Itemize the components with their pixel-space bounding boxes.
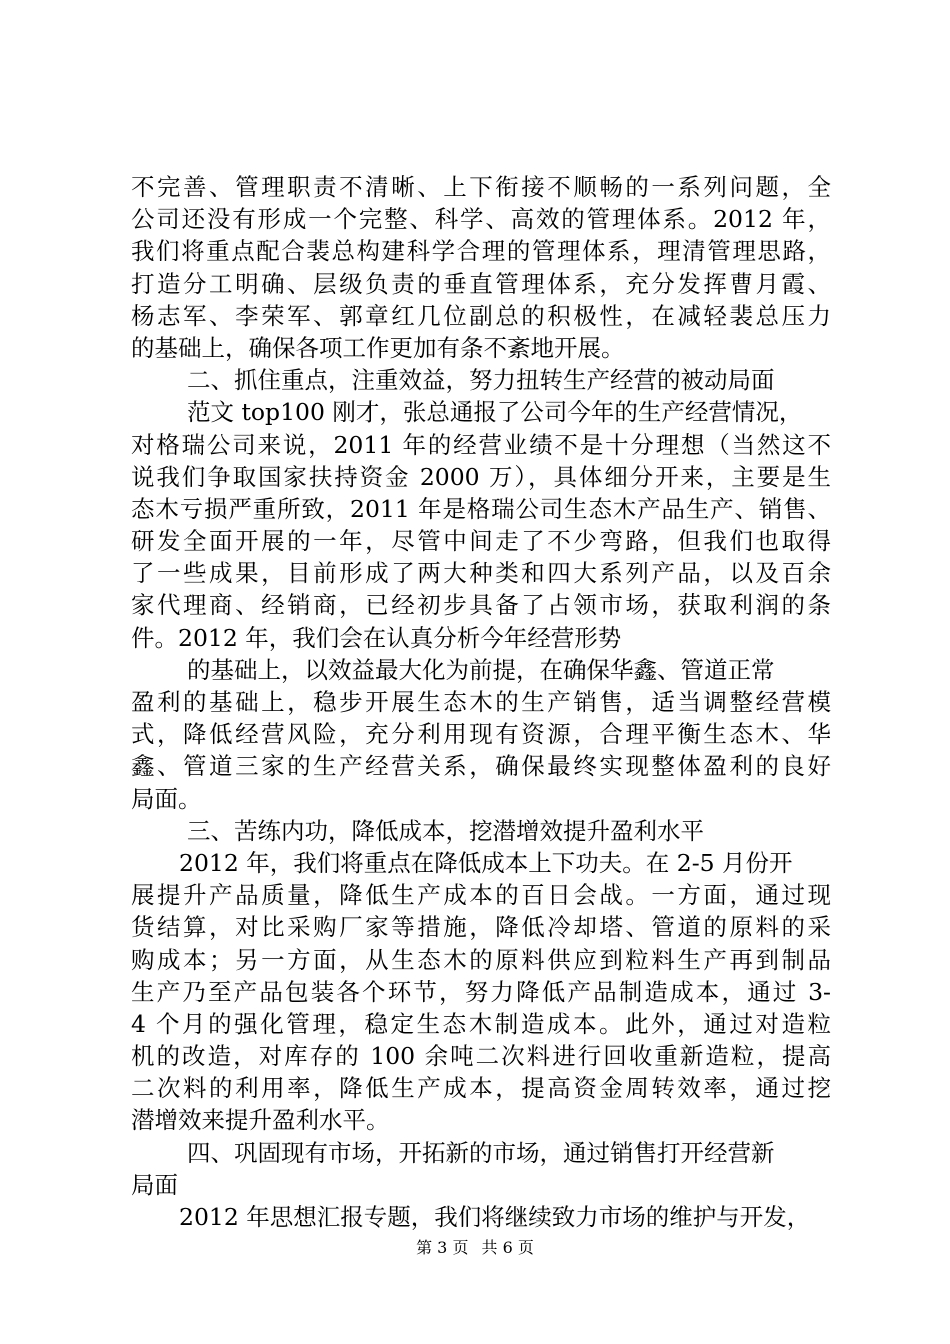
text-line: 购成本；另一方面，从生态木的原料供应到粒料生产再到制品 xyxy=(131,945,831,974)
text-line: 范文 top100 刚才，张总通报了公司今年的生产经营情况， xyxy=(187,398,803,427)
text-line: 了一些成果，目前形成了两大种类和四大系列产品，以及百余 xyxy=(131,559,831,588)
text-line: 公司还没有形成一个完整、科学、高效的管理体系。2012 年， xyxy=(131,205,831,234)
text-line: 态木亏损严重所致，2011 年是格瑞公司生态木产品生产、销售、 xyxy=(131,494,831,523)
page-number: 第 3 页 xyxy=(416,1238,469,1257)
text-line: 4 个月的强化管理，稳定生态木制造成本。此外，通过对造粒 xyxy=(131,1009,831,1038)
text-line: 研发全面开展的一年，尽管中间走了不少弯路，但我们也取得 xyxy=(131,527,831,556)
text-line: 对格瑞公司来说，2011 年的经营业绩不是十分理想（当然这不 xyxy=(131,430,831,459)
text-line: 我们将重点配合裴总构建科学合理的管理体系，理清管理思路， xyxy=(131,237,831,266)
page-total: 共 6 页 xyxy=(481,1238,534,1257)
text-line: 家代理商、经销商，已经初步具备了占领市场，获取利润的条 xyxy=(131,591,831,620)
text-line: 潜增效来提升盈利水平。 xyxy=(131,1106,390,1135)
text-line: 货结算，对比采购厂家等措施，降低冷却塔、管道的原料的采 xyxy=(131,913,831,942)
text-line: 的基础上，以效益最大化为前提，在确保华鑫、管道正常 xyxy=(187,655,775,684)
text-line: 机的改造，对库存的 100 余吨二次料进行回收重新造粒，提高 xyxy=(131,1042,831,1071)
text-line: 2012 年思想汇报专题，我们将继续致力市场的维护与开发， xyxy=(179,1203,811,1231)
text-line: 生产乃至产品包装各个环节，努力降低产品制造成本，通过 3- xyxy=(131,977,831,1006)
text-line: 鑫、管道三家的生产经营关系，确保最终实现整体盈利的良好 xyxy=(131,752,831,781)
section-heading-2: 二、抓住重点，注重效益，努力扭转生产经营的被动局面 xyxy=(187,366,775,395)
text-line: 局面。 xyxy=(131,784,202,813)
text-line: 2012 年，我们将重点在降低成本上下功夫。在 2-5 月份开 xyxy=(179,848,793,877)
text-line: 件。2012 年，我们会在认真分析今年经营形势 xyxy=(131,623,622,652)
text-line: 式，降低经营风险，充分利用现有资源，合理平衡生态木、华 xyxy=(131,720,831,749)
text-line: 展提升产品质量，降低生产成本的百日会战。一方面，通过现 xyxy=(131,881,831,910)
text-line: 打造分工明确、层级负责的垂直管理体系，充分发挥曹月霞、 xyxy=(131,269,831,298)
text-line: 二次料的利用率，降低生产成本，提高资金周转效率，通过挖 xyxy=(131,1074,831,1103)
body-text xyxy=(131,171,831,1233)
text-line: 的基础上，确保各项工作更加有条不紊地开展。 xyxy=(131,333,625,362)
text-line: 不完善、管理职责不清晰、上下衔接不顺畅的一系列问题，全 xyxy=(131,173,831,201)
text-line: 说我们争取国家扶持资金 2000 万），具体细分开来，主要是生 xyxy=(131,462,831,491)
section-heading-3: 三、苦练内功，降低成本，挖潜增效提升盈利水平 xyxy=(187,816,704,845)
page-footer xyxy=(0,1238,950,1258)
text-line: 杨志军、李荣军、郭章红几位副总的积极性，在减轻裴总压力 xyxy=(131,301,831,330)
text-line: 盈利的基础上，稳步开展生态木的生产销售，适当调整经营模 xyxy=(131,688,831,716)
section-heading-4: 四、巩固现有市场，开拓新的市场，通过销售打开经营新 xyxy=(187,1138,775,1167)
text-line: 局面 xyxy=(131,1170,178,1199)
